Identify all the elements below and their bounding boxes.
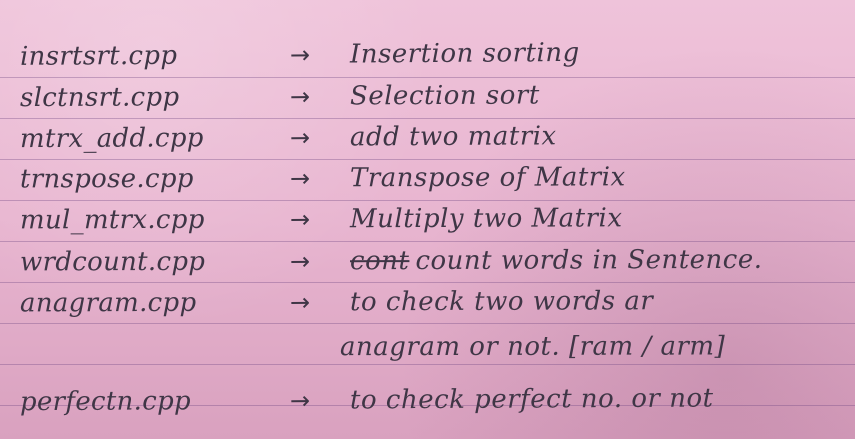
note-line [0, 157, 855, 200]
file-name: perfectn.cpp [19, 386, 192, 418]
file-name: mul_mtrx.cpp [19, 204, 205, 236]
note-line-continuation [0, 326, 855, 367]
note-line [0, 115, 855, 159]
file-description: to check two words ar [349, 286, 654, 318]
file-description: Multiply two Matrix [349, 203, 623, 235]
description-text: count words in Sentence. [415, 244, 763, 277]
arrow-icon: → [289, 247, 311, 276]
file-name: anagram.cpp [19, 287, 197, 319]
file-description: add two matrix [349, 121, 557, 153]
arrow-icon: → [289, 123, 311, 152]
note-line [0, 281, 855, 324]
note-line [0, 74, 855, 118]
note-line [0, 31, 855, 77]
arrow-icon: → [289, 288, 311, 317]
file-description: Selection sort [349, 80, 540, 112]
file-description [350, 240, 763, 281]
struck-out-word: cont [349, 246, 410, 277]
file-name: insrtsrt.cpp [19, 40, 178, 72]
ruled-line [0, 323, 855, 324]
arrow-icon: → [289, 164, 311, 193]
file-description: to check perfect no. or not [349, 383, 714, 416]
note-line [0, 378, 855, 422]
file-name: mtrx_add.cpp [19, 123, 204, 155]
file-name: wrdcount.cpp [19, 246, 206, 278]
file-description: Insertion sorting [349, 37, 580, 70]
description-continuation: anagram or not. [ram / arm] [339, 331, 726, 363]
note-line [0, 240, 855, 283]
file-description: Transpose of Matrix [349, 162, 626, 194]
arrow-icon: → [289, 386, 311, 415]
arrow-icon: → [289, 40, 311, 69]
arrow-icon: → [289, 205, 311, 234]
note-line [0, 198, 855, 241]
arrow-icon: → [289, 82, 311, 111]
file-name: trnspose.cpp [19, 163, 194, 195]
file-name: slctnsrt.cpp [19, 82, 180, 114]
